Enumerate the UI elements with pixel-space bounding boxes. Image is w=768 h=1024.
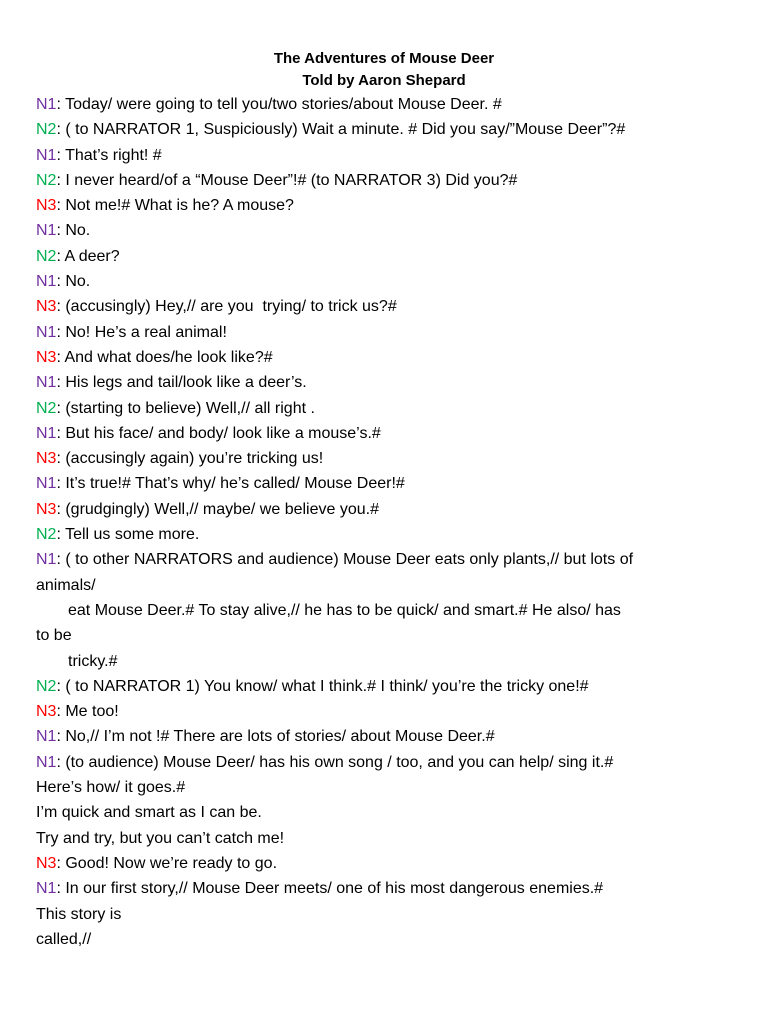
speaker-separator: : (56, 728, 66, 746)
speaker-label: N1 (36, 424, 57, 442)
line-text: Today/ were going to tell you/two stories/about Mouse Deer. # (65, 96, 502, 113)
speaker-separator: : (56, 273, 66, 291)
line-text: It’s true!# That’s why/ he’s called/ Mouse Deer!# (65, 475, 405, 493)
speaker-separator: : (56, 121, 66, 139)
line-text: Not me!# What is he? A mouse? (65, 197, 294, 215)
speaker-label: N1 (36, 728, 57, 746)
script-line (36, 649, 736, 674)
speaker-separator: : (56, 96, 66, 113)
script-line (36, 143, 736, 168)
line-text: animals/ (36, 576, 96, 594)
speaker-label: N1 (36, 475, 57, 493)
script-line (36, 497, 736, 522)
speaker-separator: : (56, 551, 66, 569)
speaker-separator: : (56, 171, 66, 189)
speaker-label: N2 (36, 171, 57, 189)
line-text: This story is (36, 905, 122, 923)
speaker-separator: : (56, 424, 66, 442)
script-body (36, 92, 736, 952)
line-text: His legs and tail/look like a deer’s. (65, 374, 307, 392)
script-line (36, 876, 736, 901)
line-text: No! He’s a real animal! (65, 323, 227, 341)
speaker-separator: : (56, 475, 66, 493)
script-line (36, 522, 736, 547)
script-line (36, 598, 736, 623)
line-text: Good! Now we’re ready to go. (65, 854, 278, 872)
line-text: (accusingly) Hey,// are you trying/ to trick us?# (65, 298, 397, 316)
speaker-separator: : (56, 703, 66, 721)
script-line (36, 269, 736, 294)
line-text: But his face/ and body/ look like a mouse’s.# (65, 424, 381, 442)
line-text: Me too! (65, 703, 119, 721)
speaker-label: N3 (36, 854, 57, 872)
script-line (36, 320, 736, 345)
script-line (36, 294, 736, 319)
speaker-separator: : (56, 298, 66, 316)
script-line (36, 927, 736, 952)
script-line (36, 168, 736, 193)
script-line (36, 851, 736, 876)
speaker-label: N2 (36, 121, 57, 139)
speaker-separator: : (56, 197, 66, 215)
speaker-label: N3 (36, 450, 57, 468)
speaker-label: N1 (36, 323, 57, 341)
script-line (36, 396, 736, 421)
line-text: ( to NARRATOR 1) You know/ what I think.# I think/ you’re the tricky one!# (65, 677, 589, 695)
line-text: No,// I’m not !# There are lots of stories/ about Mouse Deer.# (65, 728, 495, 746)
script-line (36, 421, 736, 446)
line-text: No. (65, 273, 91, 291)
line-text: Here’s how/ it goes.# (36, 779, 186, 797)
line-text: Try and try, but you can’t catch me! (36, 829, 285, 847)
line-text: (to audience) Mouse Deer/ has his own song / too, and you can help/ sing it.# (65, 753, 614, 771)
speaker-label: N3 (36, 500, 57, 518)
script-line (36, 623, 736, 648)
line-text: called,// (36, 930, 92, 948)
line-text: eat Mouse Deer.# To stay alive,// he has to be quick/ and smart.# He also/ has (68, 601, 621, 619)
speaker-separator: : (56, 854, 66, 872)
speaker-label: N2 (36, 677, 57, 695)
script-line (36, 218, 736, 243)
title-block (36, 48, 732, 92)
line-text: I never heard/of a “Mouse Deer”!# (to NARRATOR 3) Did you?# (65, 171, 518, 189)
speaker-separator: : (56, 753, 66, 771)
script-line (36, 547, 736, 572)
script-line (36, 902, 736, 927)
document-byline: Told by Aaron Shepard (302, 72, 466, 89)
script-line (36, 370, 736, 395)
speaker-separator: : (56, 323, 66, 341)
speaker-separator: : (56, 450, 66, 468)
line-text: (accusingly again) you’re tricking us! (65, 450, 324, 468)
speaker-separator: : (56, 146, 66, 164)
speaker-label: N1 (36, 96, 57, 113)
speaker-label: N3 (36, 703, 57, 721)
speaker-separator: : (56, 247, 65, 265)
script-line (36, 674, 736, 699)
speaker-label: N3 (36, 298, 57, 316)
speaker-separator: : (56, 526, 66, 544)
document-page (36, 48, 736, 952)
speaker-label: N1 (36, 374, 57, 392)
script-line (36, 117, 736, 142)
line-text: A deer? (64, 247, 120, 265)
script-line (36, 699, 736, 724)
line-text: I’m quick and smart as I can be. (36, 804, 262, 822)
speaker-separator: : (56, 500, 66, 518)
script-line (36, 800, 736, 825)
script-line (36, 92, 736, 117)
script-line (36, 244, 736, 269)
speaker-label: N1 (36, 222, 57, 240)
script-line (36, 345, 736, 370)
line-text: ( to other NARRATORS and audience) Mouse Deer eats only plants,// but lots of (65, 551, 634, 569)
line-text: (starting to believe) Well,// all right . (65, 399, 315, 417)
script-line (36, 826, 736, 851)
speaker-label: N1 (36, 146, 57, 164)
line-text: to be (36, 627, 72, 645)
speaker-label: N2 (36, 399, 57, 417)
speaker-label: N3 (36, 197, 57, 215)
speaker-label: N1 (36, 273, 57, 291)
script-line (36, 446, 736, 471)
script-line (36, 193, 736, 218)
line-text: That’s right! # (65, 146, 162, 164)
script-line (36, 471, 736, 496)
speaker-label: N2 (36, 247, 57, 265)
speaker-label: N3 (36, 348, 57, 366)
line-text: tricky.# (68, 652, 118, 670)
speaker-label: N1 (36, 753, 57, 771)
speaker-label: N1 (36, 551, 57, 569)
speaker-separator: : (56, 399, 66, 417)
line-text: No. (65, 222, 91, 240)
document-title: The Adventures of Mouse Deer (273, 50, 495, 67)
speaker-separator: : (56, 222, 66, 240)
script-line (36, 750, 736, 775)
speaker-separator: : (56, 348, 65, 366)
speaker-separator: : (56, 880, 66, 898)
script-line (36, 724, 736, 749)
script-line (36, 775, 736, 800)
line-text: (grudgingly) Well,// maybe/ we believe you.# (65, 500, 379, 518)
script-line (36, 573, 736, 598)
speaker-label: N2 (36, 526, 57, 544)
line-text: And what does/he look like?# (64, 348, 273, 366)
speaker-separator: : (56, 677, 66, 695)
line-text: ( to NARRATOR 1, Suspiciously) Wait a minute. # Did you say/”Mouse Deer”?# (65, 121, 626, 139)
line-text: Tell us some more. (65, 526, 200, 544)
speaker-separator: : (56, 374, 66, 392)
line-text: In our first story,// Mouse Deer meets/ one of his most dangerous enemies.# (65, 880, 604, 898)
speaker-label: N1 (36, 880, 57, 898)
